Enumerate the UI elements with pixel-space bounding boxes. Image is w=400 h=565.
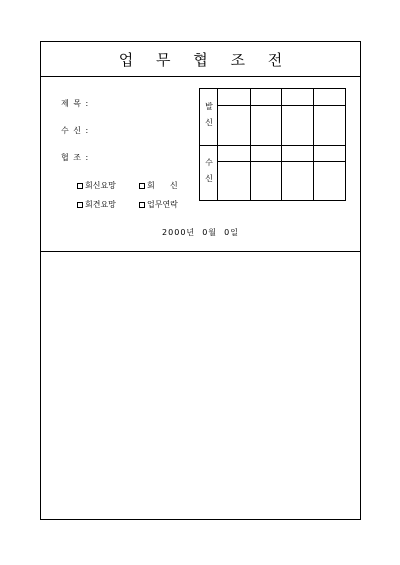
business-contact-label: 업무연락: [147, 200, 178, 209]
body-area[interactable]: [41, 252, 360, 519]
reply-option[interactable]: [139, 180, 178, 191]
meeting-request-option[interactable]: [77, 199, 139, 210]
form-title: 업 무 협 조 전: [118, 50, 292, 69]
meeting-request-label: 회견요망: [85, 200, 116, 209]
checkbox-icon[interactable]: [77, 202, 83, 208]
reply-request-option[interactable]: [77, 180, 139, 191]
checkbox-icon[interactable]: [139, 183, 145, 189]
subject-label: 제 목 :: [61, 99, 90, 108]
memo-form: [40, 41, 361, 520]
cooperation-label: 협 조 :: [61, 153, 90, 162]
checkbox-row-1: [77, 180, 178, 191]
send-label: 발 신: [205, 102, 213, 127]
checkbox-icon[interactable]: [139, 202, 145, 208]
reply-request-label: 회신요망: [85, 181, 116, 190]
checkbox-icon[interactable]: [77, 183, 83, 189]
reply-label: 회 신: [147, 181, 178, 190]
checkbox-row-2: [77, 199, 178, 210]
recipient-label: 수 신 :: [61, 126, 90, 135]
receive-label: 수 신: [205, 158, 213, 183]
title-bar: [41, 42, 360, 77]
date-line: 2000년 0월 0일: [162, 228, 239, 237]
business-contact-option[interactable]: [139, 199, 178, 210]
approval-grid: [199, 88, 346, 201]
